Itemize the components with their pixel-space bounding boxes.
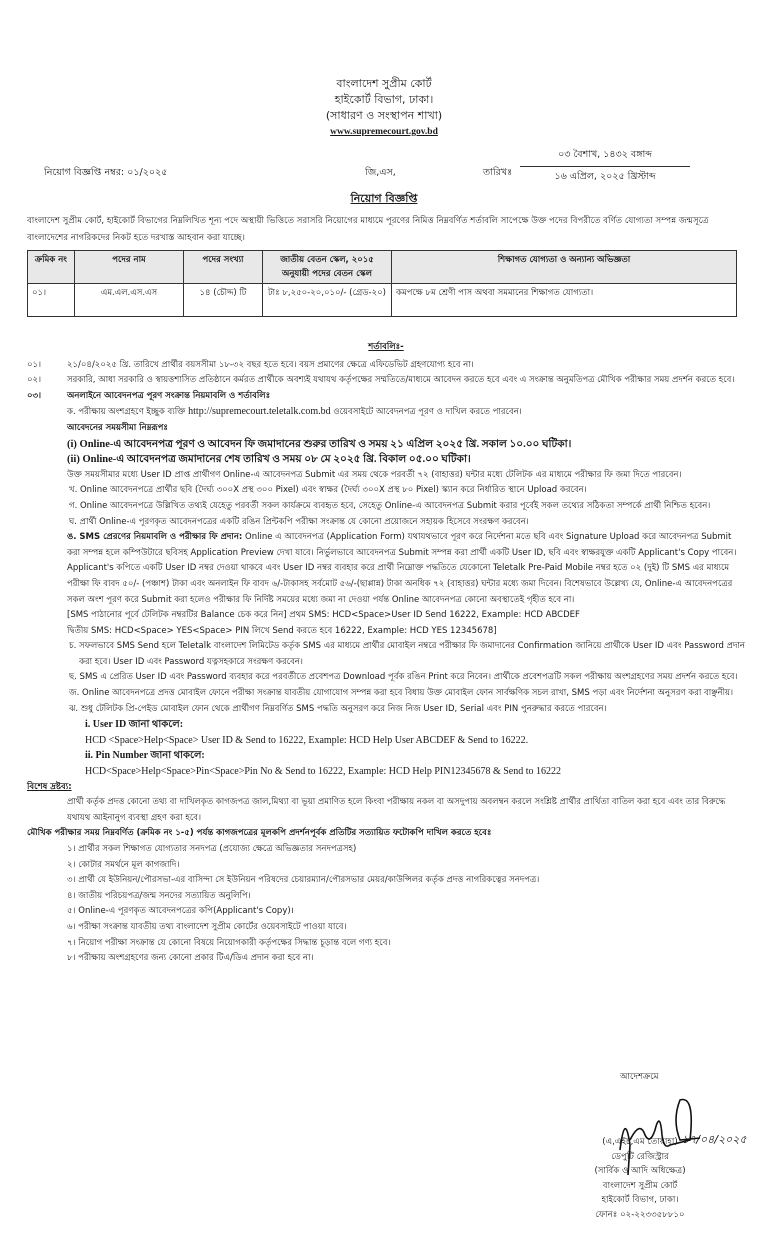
signatory-designation: ডেপুটি রেজিস্ট্রার <box>611 1151 669 1162</box>
deadline-end: (ii) Online-এ আবেদনপত্র জমাদানের শেষ তারিখ ও সময় ০৮ মে ২০২৫ খ্রি. বিকাল ০৫.০০ ঘটিকা। <box>67 454 471 466</box>
cell-count: ১৪ (চৌদ্দ) টি <box>184 284 263 317</box>
userid-heading: i. User ID জানা থাকলে: <box>85 719 184 731</box>
clause-umo <box>27 530 745 608</box>
cell-post: এম.এল.এস.এস <box>75 284 184 317</box>
date-label: তারিখঃ <box>483 167 513 178</box>
signatory-office: (সার্বিক ও আদি অধিক্ষেত্র) <box>594 1166 686 1176</box>
vacancy-table <box>27 250 737 317</box>
document-item: ৫। Online-এ পূরণকৃত আবেদনপত্রের কপি(Applicant's Copy)। <box>67 906 294 917</box>
notice-number: নিয়োগ বিজ্ঞপ্তি নম্বর: ০১/২০২৫ <box>44 167 168 178</box>
deadline-start: (i) Online-এ আবেদনপত্র পূরণ ও আবেদন ফি জমাদানের শুরুর তারিখ ও সময় ২১ এপ্রিল ২০২৫ খ্রি. সকাল ১০.০০ ঘটিকা। <box>67 438 572 450</box>
clause-ga: গ. Online আবেদনপত্রে উল্লিখিত তথ্যই যেহেতু পরবর্তী সকল কার্যক্রমে ব্যবহৃত হবে, সেহেতু Online-এ আবেদনপত্র Submit করার পূর্বেই সকল তথ্যের সঠিকতা সম্পর্কে প্রার্থী নিশ্চিত হবেন। <box>69 500 711 511</box>
col-post: পদের নাম <box>75 251 184 284</box>
clause-umo-text: Online এ আবেদনপত্র (Application Form) যথাযথভাবে পূরণ করে নির্দেশনা মতে ছবি এবং Signature Upload করে আবেদনপত্র Submit করা সম্পন্ন হলে কম্পিউটারে ছবিসহ Application Preview দেখা যাবে। নির্ভুলভাবে আবেদনপত্র Submit সম্পন্ন করা প্রার্থী একটি User ID, ছবি এবং স্বাক্ষরযুক্ত একটি Applicant's Copy পাবেন। Applicant's কপিতে একটি User ID নম্বর দেওয়া থাকবে এবং User ID নম্বর ব্যবহার করে প্রার্থী নিম্নোক্ত পদ্ধতিতে যেকোনো Teletalk Pre-Paid Mobile নম্বর হতে ০২ (দুই) টি SMS এর মাধ্যমে পরীক্ষা ফি বাবদ ৫০/- (পঞ্চাশ) টাকা এবং অনলাইন ফি বাবদ ৬/-টাকাসহ সর্বমোট ৫৬/-(ছাপ্পান্ন) টাকা অনধিক ৭২ (বাহাত্তর) ঘন্টার মধ্যে জমা দিবেন। বিশেষভাবে উল্লেখ্য যে, Online-এ আবেদনপত্রের সকল অংশ পূরণ করে Submit করা হলেও পরীক্ষার ফি নির্দিষ্ট সময়ের মধ্যে জমা না দেওয়া পর্যন্ত Online আবেদনপত্র কোনো অবস্থাতেই গৃহীত হবে না। <box>67 532 737 605</box>
sms-instruction-1: [SMS পাঠানোর পূর্বে টেলিটক নম্বরটির Balance চেক করে নিন] প্রথম SMS: HCD<Space>User ID Send 16222, Example: HCD ABCDEF <box>67 610 580 621</box>
intro-paragraph: বাংলাদেশ সুপ্রীম কোর্ট, হাইকোর্ট বিভাগের নিম্নলিখিত শূন্য পদে অস্থায়ী ভিত্তিতে সরাসরি নিয়োগের মাধ্যমে পূরণের নিমিত্ত নিম্নবর্ণিত শর্তাবলি সাপেক্ষে উক্ত পদের বিপরীতে বর্ণিত যোগ্যতা সম্পন্ন জন্মসূত্রে বাংলাদেশের নাগরিকদের নিকট হতে দরখাস্ত আহবান করা যাচ্ছে। <box>27 216 709 243</box>
pin-heading: ii. Pin Number জানা থাকলে: <box>85 750 205 762</box>
signatory-phone: ফোনঃ ০২-২২৩৩৫৮৮১০ <box>595 1209 685 1220</box>
clause-ka-suffix: ওয়েবসাইটে আবেদনপত্র পূরণ ও দাখিল করতে পারবেন। <box>333 407 522 418</box>
clause-chha: ছ. SMS এ প্রেরিত User ID এবং Password ব্যবহার করে পরবর্তীতে প্রবেশপত্র Download পূর্বক রঙিন Print করে নিবেন। প্রার্থীকে প্রবেশপত্রটি সকল পরীক্ষায় অংশগ্রহণের সময় প্রদর্শন করতে হবে। <box>69 672 738 683</box>
clause-jha: ঝ. শুধু টেলিটক প্রি-পেইড মোবাইল ফোন থেকে প্রার্থীগণ নিম্নবর্ণিত SMS পদ্ধতি অনুসরণ করে নিজ নিজ User ID, Serial এবং PIN পুনরুদ্ধার করতে পারবেন। <box>69 703 607 714</box>
document-item: ২। কোটার সমর্থনে মূল কাগজাদি। <box>67 859 180 870</box>
table-row <box>28 284 737 317</box>
col-serial: ক্রমিক নং <box>28 251 75 284</box>
date-gregorian: ১৬ এপ্রিল, ২০২৫ খ্রিস্টাব্দ <box>554 171 656 182</box>
col-qualification: শিক্ষাগত যোগ্যতা ও অন্যান্য অভিজ্ঞতা <box>392 251 737 284</box>
date-block <box>520 148 690 185</box>
table-header-row <box>28 251 737 284</box>
clause-umo-heading: ঙ. SMS প্রেরণের নিয়মাবলি ও পরীক্ষার ফি প্রদান: <box>67 532 243 543</box>
item-number: ০১। <box>27 359 42 370</box>
conditions-section <box>27 340 745 967</box>
date-bangla: ০৩ বৈশাখ, ১৪৩২ বঙ্গাব্দ <box>520 148 690 167</box>
conditions-heading: শর্তাবলিঃ- <box>368 342 404 352</box>
org-name: বাংলাদেশ সুপ্রীম কোর্ট <box>336 77 432 90</box>
clause-ja: জ. Online আবেদনপত্রে প্রদত্ত মোবাইল ফোনে পরীক্ষা সংক্রান্ত যাবতীয় যোগাযোগ সম্পন্ন করা হবে বিধায় উক্ত মোবাইল ফোন সার্বক্ষণিক সচল রাখা, SMS পড়া এবং নির্দেশনা অনুসরণ করা বাঞ্ছনীয়। <box>69 688 734 699</box>
sms-instruction-2: দ্বিতীয় SMS: HCD<Space> YES<Space> PIN লিখে Send করতে হবে 16222, Example: HCD YES 12345678] <box>67 625 497 636</box>
teletalk-link[interactable]: http://supremecourt.teletalk.com.bd <box>188 406 331 418</box>
userid-text: HCD <Space>Help<Space> User ID & Send to 16222, Example: HCD Help User ABCDEF & Send to 16222. <box>85 734 529 746</box>
item-text: অনলাইনে আবেদনপত্র পূরণ সংক্রান্ত নিয়মাবলি ও শর্তাবলিঃ <box>67 390 271 401</box>
cell-qualification: কমপক্ষে ৮ম শ্রেণী পাস অথবা সমমানের শিক্ষাগত যোগ্যতা। <box>392 284 737 317</box>
document-item: ৭। নিয়োগ পরীক্ষা সংক্রান্ত যে কোনো বিষয়ে নিয়োগকারী কর্তৃপক্ষের সিদ্ধান্ত চূড়ান্ত বলে গণ্য হবে। <box>67 937 391 948</box>
item-number: ০৩। <box>27 390 42 401</box>
clause-ka-text: ক. পরীক্ষায় অংশগ্রহণে ইচ্ছুক ব্যক্তি <box>67 407 186 418</box>
document-item: ৮। পরীক্ষায় অংশগ্রহণের জন্য কোনো প্রকার টিএ/ডিএ প্রদান করা হবে না। <box>67 953 314 964</box>
condition-item <box>27 389 745 405</box>
item-number: ০২। <box>27 375 42 386</box>
special-note-heading: বিশেষ দ্রষ্টব্য: <box>27 781 72 792</box>
condition-item <box>27 373 745 389</box>
pin-text: HCD<Space>Help<Space>Pin<Space>Pin No & Send to 16222, Example: HCD Help PIN12345678 & Send to 16222 <box>85 766 562 778</box>
documents-heading: মৌখিক পরীক্ষার সময় নিম্নবর্ণিত (ক্রমিক নং ১-৫) পর্যন্ত কাগজপত্রের মূলকপি প্রদর্শনপূর্বক প্রতিটির সত্যায়িত ফটোকপি দাখিল করতে হবেঃ <box>27 828 492 839</box>
item-text: সরকারি, আধা সরকারি ও স্বায়ত্তশাসিত প্রতিষ্ঠানে কর্মরত প্রার্থীকে অবশ্যই যথাযথ কর্তৃপক্ষের সম্মতিতে/মাধ্যমে আবেদন করতে হবে এবং এ সংক্রান্ত অনুমতিপত্র মৌখিক পরীক্ষার সময় প্রদর্শন করতে হবে। <box>67 375 735 386</box>
clause-cha: চ. সফলভাবে SMS Send হলে Teletalk বাংলাদেশ লিমিটেড কর্তৃক SMS এর মাধ্যমে প্রার্থীর মোবাইল নম্বরে পরীক্ষার ফি জমাদানের Confirmation জানিয়ে প্রার্থীকে User ID এবং Password প্রদান করা হবে। User ID এবং Password যত্নসহকারে সংরক্ষণ করবেন। <box>69 641 745 667</box>
branch-name: (সাধারণ ও সংস্থাপন শাখা) <box>325 109 443 122</box>
cell-serial: ০১। <box>28 284 75 317</box>
signature-block <box>560 1135 720 1222</box>
document-item: ৪। জাতীয় পরিচয়পত্র/জন্ম সনদের সত্যায়িত অনুলিপি। <box>67 890 251 901</box>
col-count: পদের সংখ্যা <box>184 251 263 284</box>
signatory-division: হাইকোর্ট বিভাগ, ঢাকা। <box>601 1195 679 1205</box>
deadline-heading: আবেদনের সময়সীমা নিম্নরূপঃ <box>67 422 168 433</box>
document-item: ১। প্রার্থীর সকল শিক্ষাগত যোগ্যতার সনদপত্র (প্রযোজ্য ক্ষেত্রে অভিজ্ঞতার সনদপত্রসহ) <box>67 844 357 854</box>
col-scale: জাতীয় বেতন স্কেল, ২০১৫ অনুযায়ী পদের বেতন স্কেল <box>263 251 392 284</box>
document-item: ৬। পরীক্ষা সংক্রান্ত যাবতীয় তথ্য বাংলাদেশ সুপ্রীম কোর্টের ওয়েবসাইটে পাওয়া যাবে। <box>67 921 347 932</box>
gs-label: জি,এস, <box>365 167 396 178</box>
division-name: হাইকোর্ট বিভাগ, ঢাকা। <box>334 93 434 106</box>
letterhead <box>0 76 768 140</box>
deadline-note: উক্ত সময়সীমার মধ্যে User ID প্রাপ্ত প্রার্থীগণ Online-এ আবেদনপত্র Submit এর সময় থেকে পরবর্তী ৭২ (বাহাত্তর) ঘন্টার মধ্যে টেলিটক এর মাধ্যমে পরীক্ষার ফি জমা দিতে পারবেন। <box>67 469 682 480</box>
cell-scale: টাঃ ৮,২৫০-২০,০১০/- (গ্রেড-২০) <box>263 284 392 317</box>
clause-ka <box>27 404 745 421</box>
condition-item <box>27 358 745 374</box>
by-order-label: আদেশক্রমে <box>620 1072 659 1082</box>
website-link[interactable]: www.supremecourt.gov.bd <box>330 127 438 137</box>
clause-gha: ঘ. প্রার্থী Online-এ পূরণকৃত আবেদনপত্রের একটি রঙিন প্রিন্টকপি পরীক্ষা সংক্রান্ত যে কোনো প্রয়োজনে সহায়ক হিসেবে সংরক্ষণ করবেন। <box>69 516 529 527</box>
handwritten-date: ১৭/০৪/২০২৫ <box>682 1133 747 1146</box>
item-text: ২১/০৪/২০২৫ খ্রি. তারিখে প্রার্থীর বয়সসীমা ১৮-৩২ বছর হতে হবে। বয়স প্রমাণের ক্ষেত্রে এফিডেভিট গ্রহণযোগ্য হবে না। <box>67 359 474 370</box>
signatory-org: বাংলাদেশ সুপ্রীম কোর্ট <box>602 1180 678 1191</box>
special-note-text: প্রার্থী কর্তৃক প্রদত্ত কোনো তথ্য বা দাখিলকৃত কাগজপত্র জাল,মিথ্যা বা ভূয়া প্রমাণিত হলে কিংবা পরীক্ষায় নকল বা অসদুপায় অবলম্বন করলে সংশ্লিষ্ট প্রার্থীর প্রার্থিতা বাতিল করা হবে এবং তার বিরুদ্ধে যথাযথ আইনানুগ ব্যবস্থা গ্রহণ করা হবে। <box>67 797 726 823</box>
page-title: নিয়োগ বিজ্ঞপ্তি <box>350 192 418 205</box>
signatory-name: (এ,এইচ,এম তোয়াহা) <box>602 1137 678 1147</box>
document-item: ৩। প্রার্থী যে ইউনিয়ন/পৌরসভা-এর বাসিন্দা সে ইউনিয়ন পরিষদের চেয়ারম্যান/পৌরসভার মেয়র/কাউন্সিলর কর্তৃক প্রদত্ত নাগরিকত্বের সনদপত্র। <box>67 875 540 886</box>
clause-kha: খ. Online আবেদনপত্রে প্রার্থীর ছবি (দৈর্ঘ্য ৩০০X প্রস্থ ৩০০ Pixel) এবং স্বাক্ষর (দৈর্ঘ্য ৩০০X প্রস্থ ৮০ Pixel) স্ক্যান করে নির্ধারিত স্থানে Upload করবেন। <box>69 485 587 496</box>
